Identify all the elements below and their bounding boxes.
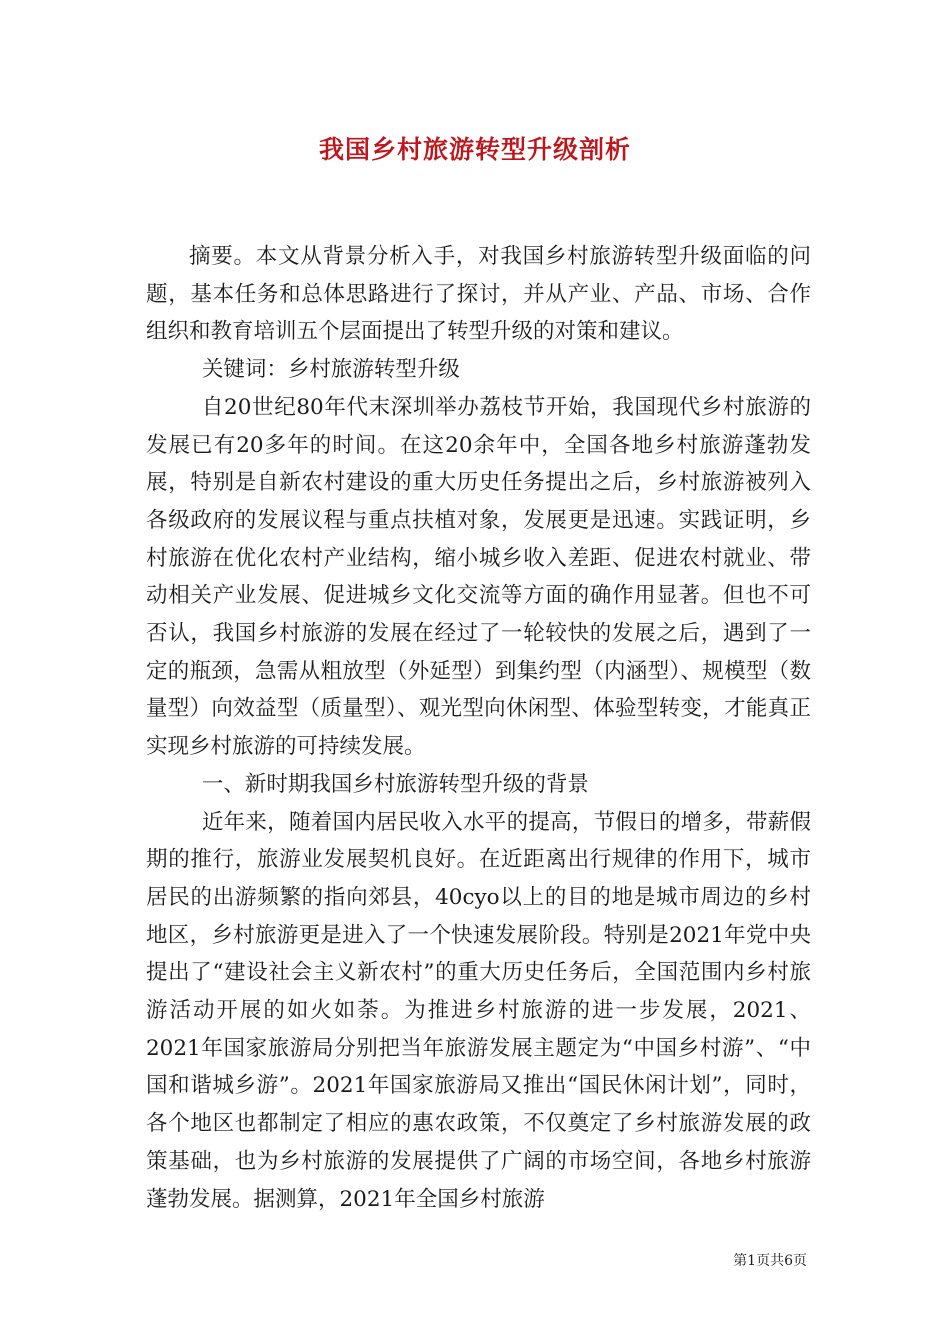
page-number: 第1页共6页 xyxy=(733,1253,807,1269)
keywords-line: 关键词：乡村旅游转型升级 xyxy=(201,357,460,383)
intro-paragraph: 自20世纪80年代末深圳举办荔枝节开始，我国现代乡村旅游的发展已有20多年的时间。在这20余年中，全国各地乡村旅游蓬勃发展，特别是自新农村建设的重大历史任务提出之后，乡村旅游被列入各级政府的发展议程与重点扶植对象，发展更是迅速。实践证明，乡村旅游在优化农村产业结构，缩小城乡收入差距、促进农村就业、带动相关产业发展、促进城乡文化交流等方面的确作用显著。但也不可否认，我国乡村旅游的发展在经过了一轮较快的发展之后，遇到了一定的瓶颈，急需从粗放型（外延型）到集约型（内涵型）、规模型（数量型）向效益型（质量型）、观光型向休闲型、体验型转变，才能真正实现乡村旅游的可持续发展。 xyxy=(146,394,811,760)
document-title: 我国乡村旅游转型升级剖析 xyxy=(318,135,631,164)
section-heading: 一、新时期我国乡村旅游转型升级的背景 xyxy=(201,771,589,797)
abstract-paragraph: 摘要。本文从背景分析入手，对我国乡村旅游转型升级面临的问题，基本任务和总体思路进行了探讨，并从产业、产品、市场、合作组织和教育培训五个层面提出了转型升级的对策和建议。 xyxy=(146,244,811,345)
section-paragraph: 近年来，随着国内居民收入水平的提高，节假日的增多，带薪假期的推行，旅游业发展契机良好。在近距离出行规律的作用下，城市居民的出游频繁的指向郊县，40cyo以上的目的地是城市周边的乡村地区，乡村旅游更是进入了一个快速发展阶段。特别是2021年党中央提出了“建设社会主义新农村”的重大历史任务后，全国范围内乡村旅游活动开展的如火如荼。为推进乡村旅游的进一步发展，2021、2021年国家旅游局分别把当年旅游发展主题定为“中国乡村游”、“中国和谐城乡游”。2021年国家旅游局又推出“国民休闲计划”，同时，各个地区也都制定了相应的惠农政策，不仅奠定了乡村旅游发展的政策基础，也为乡村旅游的发展提供了广阔的市场空间，各地乡村旅游蓬勃发展。据测算，2021年全国乡村旅游 xyxy=(146,809,811,1212)
document-body xyxy=(146,238,811,1218)
